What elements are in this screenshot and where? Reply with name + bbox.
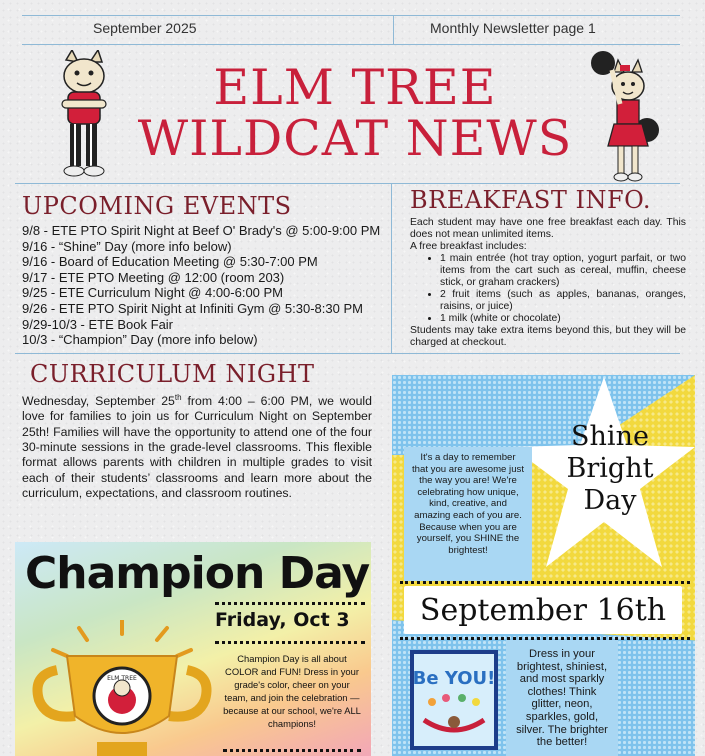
event-item: 9/16 - Board of Education Meeting @ 5:30-7:00 PM [22, 254, 318, 270]
breakfast-title: BREAKFAST INFO. [410, 186, 651, 214]
shine-dress-box [506, 640, 618, 756]
breakfast-includes-label: A free breakfast includes: [410, 241, 527, 252]
trophy-text: ELM TREE [107, 675, 137, 682]
newsletter-date: September 2025 [93, 20, 197, 36]
be-you-book-icon [410, 650, 498, 750]
event-item: 9/16 - “Shine” Day (more info below) [22, 238, 232, 254]
champion-day-title: Champion Day [25, 548, 370, 599]
section-rule-top [15, 183, 680, 184]
upcoming-events-title: UPCOMING EVENTS [22, 192, 292, 220]
section-rule-middle [15, 353, 680, 354]
shine-message: It's a day to remember that you are awesome just the way you are! We're celebrating how unique, kind, creative, and amazing each of you are. Because when you are yourself, you SHINE the brightest! [412, 452, 524, 556]
champion-dotted-rule [223, 749, 361, 752]
champion-day-body: Champion Day is all about COLOR and FUN! Dress in your grade's color, cheer on your team, and join the celebration — because at our school, we're ALL champions! [223, 653, 361, 729]
shine-bright-day-flyer [392, 375, 695, 756]
curriculum-body: from 4:00 – 6:00 PM, we would love for families to join us for Curriculum Night on September 25th! Families will have the opportunity to attend one of the four 30-minute sessions in the grade-level classrooms. This flexible format allows parents with children in multiple grades to visit each of their students’ classrooms and learn more about the curriculum, expectations, and classroom routines. [22, 394, 372, 500]
event-item: 9/17 - ETE PTO Meeting @ 12:00 (room 203) [22, 269, 285, 285]
shine-dotted-rule [400, 581, 690, 584]
masthead-line-2: WILDCAT NEWS [137, 110, 573, 167]
breakfast-item: • 2 fruit items (such as apples, bananas, oranges, raisins, or juice) [440, 289, 686, 313]
champion-dotted-rule [215, 641, 365, 644]
wildcat-mascot-left-icon [52, 50, 116, 180]
champion-day-flyer [15, 542, 371, 756]
event-item: 9/8 - ETE PTO Spirit Night at Beef O' Brady's @ 5:00-9:00 PM [22, 223, 381, 238]
breakfast-item: • 1 milk (white or chocolate) [440, 313, 686, 325]
header-bottom-rule [22, 44, 680, 45]
breakfast-items [410, 253, 686, 325]
header-top-rule [22, 15, 680, 16]
event-item: 9/29-10/3 - ETE Book Fair [22, 316, 174, 332]
shine-dress-text: Dress in your brightest, shiniest, and most sparkly clothes! Think glitter, neon, sparkles, gold, silver. The brighter the better! [516, 648, 608, 749]
newsletter-page-label: Monthly Newsletter page 1 [430, 20, 596, 36]
header-divider [393, 15, 394, 44]
event-item: 9/25 - ETE Curriculum Night @ 4:00-6:00 PM [22, 285, 284, 301]
breakfast-footer: Students may take extra items beyond this, but they will be charged at checkout. [410, 325, 686, 348]
event-item: 9/26 - ETE PTO Spirit Night at Infiniti Gym @ 5:30-8:30 PM [22, 300, 363, 316]
curriculum-night-title: CURRICULUM NIGHT [30, 360, 315, 388]
shine-title-word: Day [583, 485, 637, 516]
shine-message-box [404, 447, 532, 581]
shine-title-word: Bright [566, 453, 654, 484]
shine-title-word: Shine [571, 421, 649, 452]
book-title: Be YOU! [412, 668, 496, 689]
upcoming-events-list [22, 223, 380, 348]
wildcat-cheerleader-right-icon [590, 50, 660, 185]
trophy-icon [27, 620, 217, 756]
masthead-line-1: ELM TREE [213, 59, 497, 116]
champion-dotted-rule [215, 602, 365, 605]
champion-day-date: Friday, Oct 3 [215, 609, 350, 631]
section-divider-vertical [391, 183, 392, 353]
curriculum-date-suffix: th [174, 393, 182, 402]
event-item: 10/3 - “Champion” Day (more info below) [22, 332, 258, 348]
september-date-banner [404, 586, 682, 634]
september-date-text: September 16th [419, 593, 667, 628]
breakfast-item: • 1 main entrée (hot tray option, yogurt parfait, or two items from the cart such as cereal, muffin, cheese stick, or graham crackers) [440, 253, 686, 289]
breakfast-info [410, 217, 686, 349]
curriculum-date: Wednesday, September 25 [22, 394, 175, 409]
curriculum-night-text [22, 390, 372, 501]
breakfast-intro: Each student may have one free breakfast each day. This does not mean unlimited items. [410, 217, 686, 240]
